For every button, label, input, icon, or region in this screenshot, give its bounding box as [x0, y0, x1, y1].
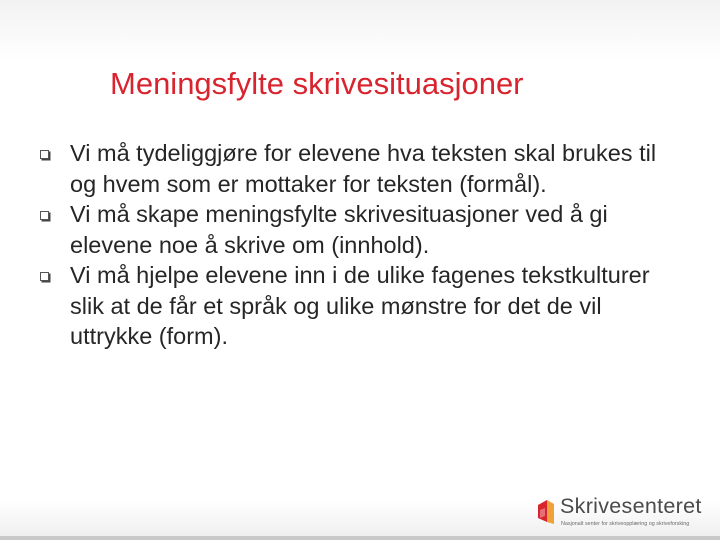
- square-bullet-icon: [40, 150, 49, 159]
- logo-wordmark: Skrivesenteret: [560, 494, 702, 518]
- logo-mark-icon: [536, 496, 560, 526]
- bullet-list: [40, 138, 680, 352]
- square-bullet-icon: [40, 211, 49, 220]
- slide-title: Meningsfylte skrivesituasjoner: [110, 66, 524, 101]
- bullet-text: Vi må hjelpe elevene inn i de ulike fagenes tekstkulturer slik at de får et språk og ulike mønstre for det de vil uttrykke (form).: [70, 262, 650, 349]
- bottom-divider: [0, 536, 720, 540]
- bullet-text: Vi må skape meningsfylte skrivesituasjoner ved å gi elevene noe å skrive om (innhold).: [70, 201, 608, 258]
- square-bullet-icon: [40, 272, 49, 281]
- logo-tagline: Nasjonalt senter for skriveopplæring og skriveforsking: [561, 521, 690, 527]
- bullet-item: [40, 260, 680, 352]
- bullet-text: Vi må tydeliggjøre for elevene hva teksten skal brukes til og hvem som er mottaker for teksten (formål).: [70, 140, 657, 197]
- skrivesenteret-logo: [536, 494, 712, 530]
- bullet-item: [40, 199, 680, 260]
- bullet-item: [40, 138, 680, 199]
